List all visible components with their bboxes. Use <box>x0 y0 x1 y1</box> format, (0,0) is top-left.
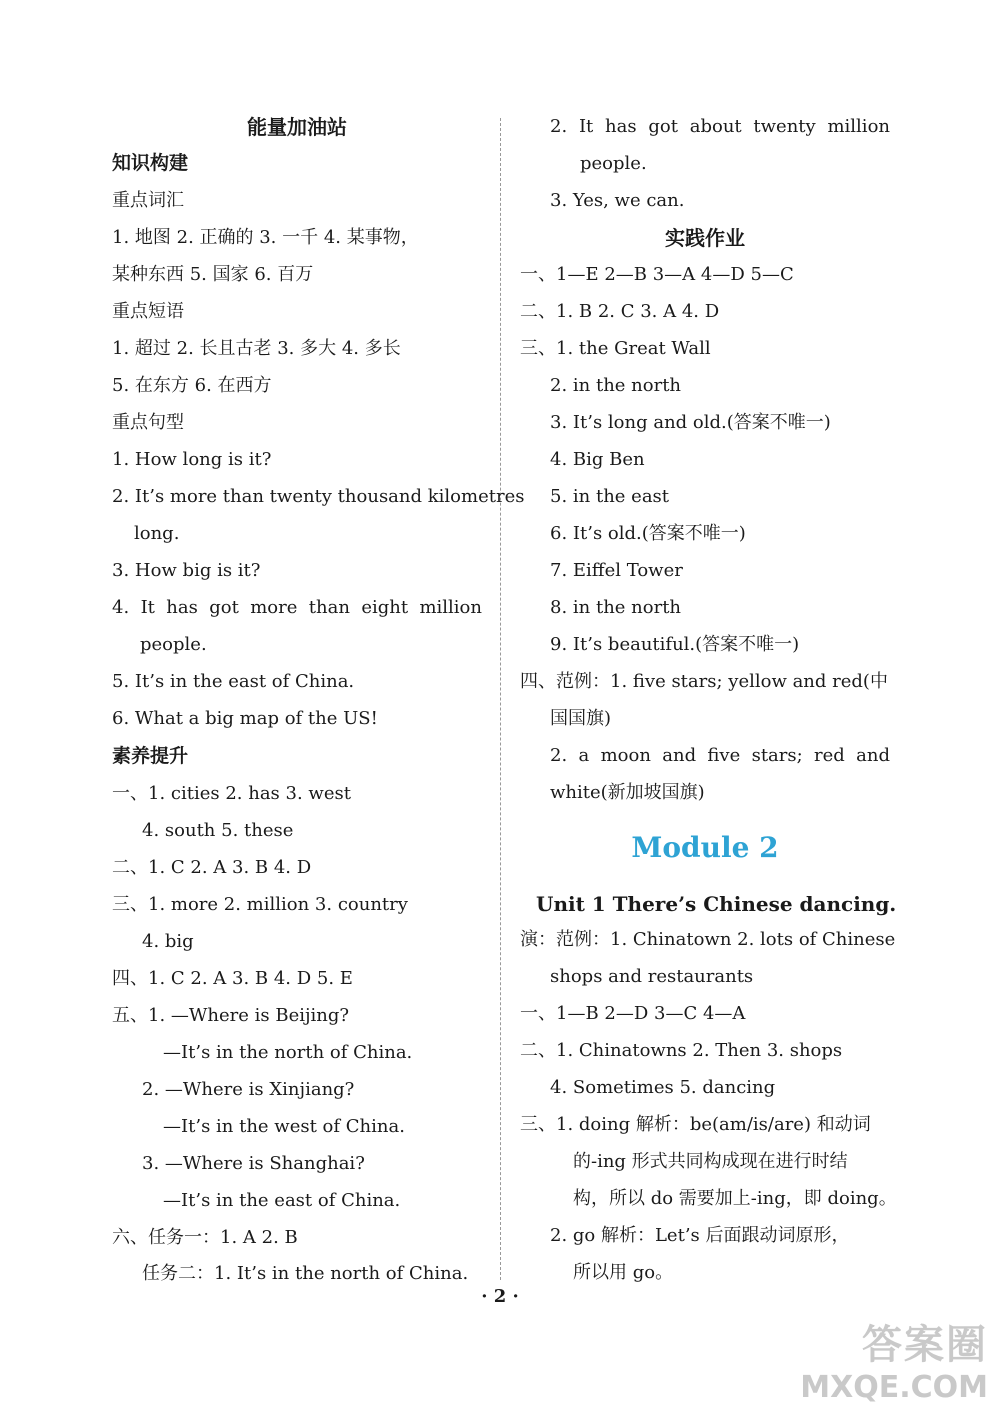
answer-line: 2. in the north <box>550 375 682 396</box>
heading-phrases: 重点短语 <box>112 301 184 322</box>
sentence-line: 6. What a big map of the US! <box>112 708 378 729</box>
sentence-line: 3. How big is it? <box>112 560 261 581</box>
answer-line: 8. in the north <box>550 597 682 618</box>
watermark-logo <box>800 1313 988 1405</box>
column-divider <box>500 118 501 1280</box>
answer-line: 4. big <box>142 931 194 952</box>
answer-line: 一、1—B 2—D 3—C 4—A <box>520 1003 746 1024</box>
answer-line: 三、1. more 2. million 3. country <box>112 894 408 915</box>
answer-line: white(新加坡国旗) <box>550 782 705 803</box>
sentence-line: 1. How long is it? <box>112 449 272 470</box>
heading-sentences: 重点句型 <box>112 412 184 433</box>
heading-improve: 素养提升 <box>112 745 189 767</box>
sentence-line: 4. It has got more than eight million <box>112 597 482 618</box>
answer-line: 2. go 解析：Let’s 后面跟动词原形， <box>550 1225 850 1246</box>
answer-line: 二、1. Chinatowns 2. Then 3. shops <box>520 1040 843 1061</box>
sentence-line: 2. It’s more than twenty thousand kilometres <box>112 486 525 507</box>
section-title-practice: 实践作业 <box>665 226 745 250</box>
answer-line: 三、1. the Great Wall <box>520 338 711 359</box>
heading-vocab: 重点词汇 <box>112 190 184 211</box>
answer-line: 任务二：1. It’s in the north of China. <box>142 1263 469 1284</box>
answer-line: 一、1. cities 2. has 3. west <box>112 783 351 804</box>
module-heading: Module 2 <box>631 831 779 864</box>
answer-line: 六、任务一：1. A 2. B <box>112 1227 298 1248</box>
answer-line: 二、1. B 2. C 3. A 4. D <box>520 301 720 322</box>
answer-line: 2. a moon and five stars; red and <box>550 745 890 766</box>
answer-line: 的-ing 形式共同构成现在进行时结 <box>573 1151 848 1172</box>
answer-line: —It’s in the east of China. <box>163 1190 401 1211</box>
answer-line: 4. Big Ben <box>550 449 645 470</box>
answer-line: 构，所以 do 需要加上-ing，即 doing。 <box>573 1188 897 1209</box>
answer-line: 5. in the east <box>550 486 670 507</box>
vocab-line: 1. 地图 2. 正确的 3. 一千 4. 某事物， <box>112 227 419 248</box>
heading-knowledge: 知识构建 <box>112 152 189 174</box>
answer-line: 2. —Where is Xinjiang? <box>142 1079 355 1100</box>
answer-line: 6. It’s old.(答案不唯一) <box>550 523 746 544</box>
sentence-line: long. <box>134 523 180 544</box>
watermark-bottom: MXQE.COM <box>800 1370 988 1405</box>
answer-line: 五、1. —Where is Beijing? <box>112 1005 350 1026</box>
answer-line: 演：范例：1. Chinatown 2. lots of Chinese <box>520 929 896 950</box>
answer-line: 3. —Where is Shanghai? <box>142 1153 365 1174</box>
answer-line: 国国旗) <box>550 708 612 729</box>
unit-heading: Unit 1 There’s Chinese dancing. <box>536 892 897 916</box>
section-title-energy: 能量加油站 <box>247 115 347 139</box>
sentence-line: 5. It’s in the east of China. <box>112 671 355 692</box>
phrase-line: 1. 超过 2. 长且古老 3. 多大 4. 多长 <box>112 338 401 359</box>
answer-line: —It’s in the north of China. <box>163 1042 413 1063</box>
sentence-line: people. <box>140 634 207 655</box>
answer-line: 9. It’s beautiful.(答案不唯一) <box>550 634 800 655</box>
watermark-top: 答案圈 <box>862 1322 988 1368</box>
answer-line: 四、范例：1. five stars; yellow and red(中 <box>520 671 888 692</box>
answer-line: 4. south 5. these <box>142 820 294 841</box>
answer-line: 二、1. C 2. A 3. B 4. D <box>112 857 312 878</box>
answer-line: 一、1—E 2—B 3—A 4—D 5—C <box>520 264 794 285</box>
answer-line: 四、1. C 2. A 3. B 4. D 5. E <box>112 968 353 989</box>
answer-line: 3. Yes, we can. <box>550 190 685 211</box>
vocab-line: 某种东西 5. 国家 6. 百万 <box>112 264 314 285</box>
answer-line: 所以用 go。 <box>573 1262 674 1283</box>
answer-line: people. <box>580 153 647 174</box>
answer-line: 三、1. doing 解析：be(am/is/are) 和动词 <box>520 1114 871 1135</box>
phrase-line: 5. 在东方 6. 在西方 <box>112 375 272 396</box>
answer-line: 7. Eiffel Tower <box>550 560 683 581</box>
answer-line: 4. Sometimes 5. dancing <box>550 1077 776 1098</box>
answer-line: shops and restaurants <box>550 966 754 987</box>
answer-line: —It’s in the west of China. <box>163 1116 405 1137</box>
answer-line: 2. It has got about twenty million <box>550 116 890 137</box>
page-number: · 2 · <box>481 1286 519 1307</box>
answer-line: 3. It’s long and old.(答案不唯一) <box>550 412 831 433</box>
